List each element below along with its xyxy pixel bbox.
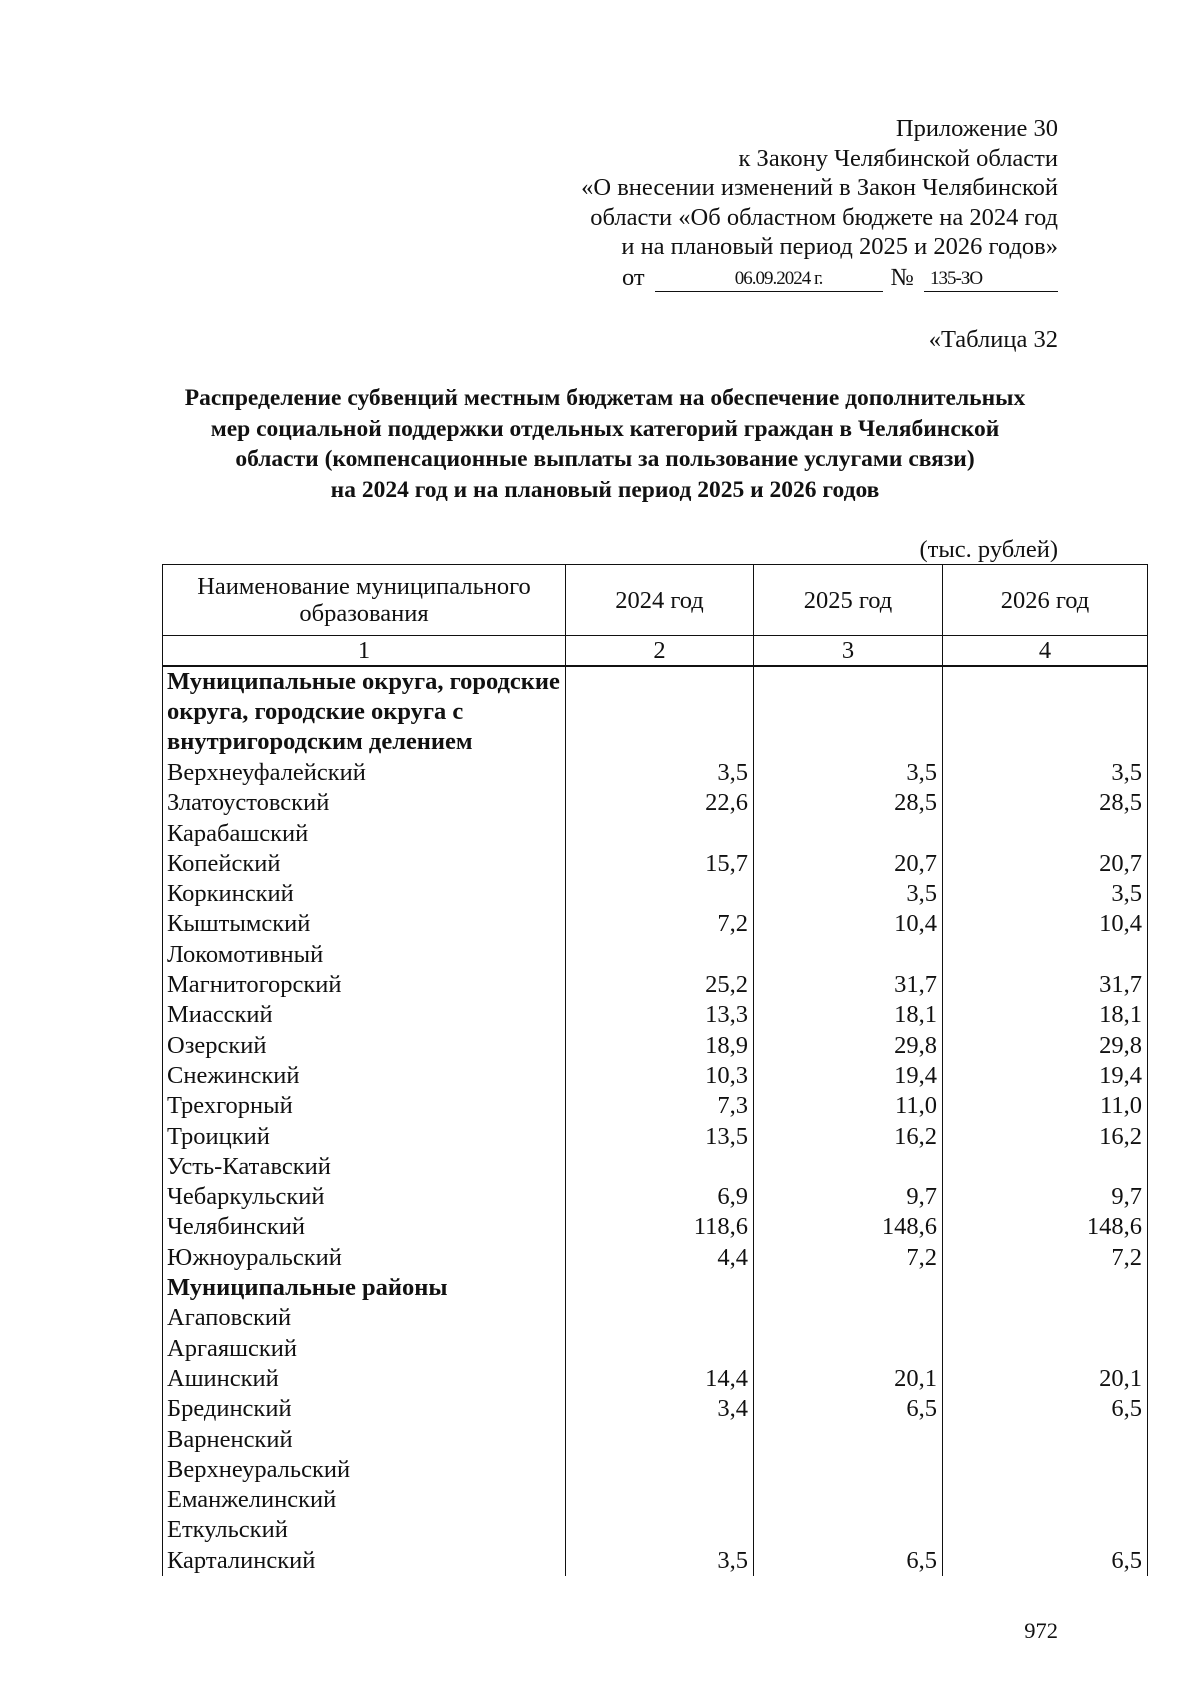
date-prefix: от bbox=[621, 264, 645, 291]
value-2026 bbox=[943, 940, 1148, 970]
table-row bbox=[163, 1303, 1148, 1333]
appendix-line: к Закону Челябинской области bbox=[738, 144, 1058, 172]
value-2024: 7,3 bbox=[566, 1091, 754, 1121]
value-2026: 18,1 bbox=[943, 1000, 1148, 1030]
municipality-name: Кыштымский bbox=[163, 909, 566, 939]
value-2026: 9,7 bbox=[943, 1182, 1148, 1212]
value-2025: 148,6 bbox=[754, 1212, 943, 1242]
empty-cell bbox=[754, 666, 943, 758]
section-title: Муниципальные районы bbox=[163, 1273, 566, 1303]
value-2025 bbox=[754, 1303, 943, 1333]
column-number: 4 bbox=[943, 636, 1148, 667]
table-label: «Таблица 32 bbox=[928, 326, 1058, 353]
value-2024: 10,3 bbox=[566, 1061, 754, 1091]
value-2025: 6,5 bbox=[754, 1546, 943, 1576]
value-2026 bbox=[943, 1303, 1148, 1333]
municipality-name: Верхнеуфалейский bbox=[163, 758, 566, 788]
value-2024 bbox=[566, 1455, 754, 1485]
law-date-number-line bbox=[622, 264, 1058, 292]
table-header-row bbox=[163, 565, 1148, 636]
number-prefix: № bbox=[890, 264, 914, 291]
value-2026: 29,8 bbox=[943, 1031, 1148, 1061]
municipality-name: Южноуральский bbox=[163, 1243, 566, 1273]
value-2025: 3,5 bbox=[754, 758, 943, 788]
appendix-header bbox=[581, 114, 1058, 262]
table-row bbox=[163, 758, 1148, 788]
municipality-name: Озерский bbox=[163, 1031, 566, 1061]
value-2024: 25,2 bbox=[566, 970, 754, 1000]
value-2025 bbox=[754, 819, 943, 849]
column-number: 1 bbox=[163, 636, 566, 667]
table-row bbox=[163, 909, 1148, 939]
table-row bbox=[163, 1061, 1148, 1091]
value-2025: 3,5 bbox=[754, 879, 943, 909]
value-2026 bbox=[943, 1485, 1148, 1515]
value-2024 bbox=[566, 1425, 754, 1455]
value-2025: 29,8 bbox=[754, 1031, 943, 1061]
value-2026: 28,5 bbox=[943, 788, 1148, 818]
municipality-name: Еманжелинский bbox=[163, 1485, 566, 1515]
value-2024: 6,9 bbox=[566, 1182, 754, 1212]
value-2025 bbox=[754, 1455, 943, 1485]
value-2026 bbox=[943, 1152, 1148, 1182]
value-2024 bbox=[566, 1334, 754, 1364]
municipality-name: Миасский bbox=[163, 1000, 566, 1030]
municipality-name: Снежинский bbox=[163, 1061, 566, 1091]
value-2025: 28,5 bbox=[754, 788, 943, 818]
value-2024 bbox=[566, 819, 754, 849]
municipality-name: Брединский bbox=[163, 1394, 566, 1424]
value-2026: 19,4 bbox=[943, 1061, 1148, 1091]
value-2026 bbox=[943, 1334, 1148, 1364]
value-2024: 14,4 bbox=[566, 1364, 754, 1394]
value-2026: 31,7 bbox=[943, 970, 1148, 1000]
table-row bbox=[163, 1182, 1148, 1212]
value-2024: 13,3 bbox=[566, 1000, 754, 1030]
municipality-name: Магнитогорский bbox=[163, 970, 566, 1000]
header-2024: 2024 год bbox=[566, 565, 754, 636]
municipality-name: Челябинский bbox=[163, 1212, 566, 1242]
table-row bbox=[163, 1425, 1148, 1455]
law-date-field: 06.09.2024 г. bbox=[655, 267, 883, 292]
municipality-name: Верхнеуральский bbox=[163, 1455, 566, 1485]
value-2025: 11,0 bbox=[754, 1091, 943, 1121]
table-row bbox=[163, 879, 1148, 909]
title-line: мер социальной поддержки отдельных категорий граждан в Челябинской bbox=[210, 415, 1000, 442]
section-header-row bbox=[163, 666, 1148, 758]
value-2024: 4,4 bbox=[566, 1243, 754, 1273]
value-2024: 7,2 bbox=[566, 909, 754, 939]
table-row bbox=[163, 788, 1148, 818]
appendix-line: «О внесении изменений в Закон Челябинской bbox=[581, 174, 1058, 201]
value-2026: 6,5 bbox=[943, 1394, 1148, 1424]
municipality-name: Ашинский bbox=[163, 1364, 566, 1394]
header-municipality: Наименование муниципального образования bbox=[163, 565, 566, 636]
municipality-name: Еткульский bbox=[163, 1515, 566, 1545]
value-2025: 10,4 bbox=[754, 909, 943, 939]
value-2024: 15,7 bbox=[566, 849, 754, 879]
value-2024 bbox=[566, 879, 754, 909]
value-2026: 20,7 bbox=[943, 849, 1148, 879]
value-2024: 118,6 bbox=[566, 1212, 754, 1242]
document-title bbox=[150, 383, 1060, 505]
table-row bbox=[163, 1334, 1148, 1364]
value-2024: 18,9 bbox=[566, 1031, 754, 1061]
value-2025 bbox=[754, 1515, 943, 1545]
municipality-name: Карабашский bbox=[163, 819, 566, 849]
value-2026: 3,5 bbox=[943, 758, 1148, 788]
municipality-name: Карталинский bbox=[163, 1546, 566, 1576]
table-body bbox=[163, 666, 1148, 1576]
value-2025: 31,7 bbox=[754, 970, 943, 1000]
municipality-name: Трехгорный bbox=[163, 1091, 566, 1121]
value-2026: 7,2 bbox=[943, 1243, 1148, 1273]
value-2025: 9,7 bbox=[754, 1182, 943, 1212]
value-2024 bbox=[566, 1515, 754, 1545]
appendix-line: области «Об областном бюджете на 2024 год bbox=[590, 203, 1058, 231]
table-row bbox=[163, 1485, 1148, 1515]
appendix-line: и на плановый период 2025 и 2026 годов» bbox=[621, 233, 1058, 260]
value-2025: 20,1 bbox=[754, 1364, 943, 1394]
column-number: 2 bbox=[566, 636, 754, 667]
value-2025: 19,4 bbox=[754, 1061, 943, 1091]
municipality-name: Копейский bbox=[163, 849, 566, 879]
empty-cell bbox=[754, 1273, 943, 1303]
value-2025 bbox=[754, 1152, 943, 1182]
municipality-name: Агаповский bbox=[163, 1303, 566, 1333]
title-line: Распределение субвенций местным бюджетам на обеспечение дополнительных bbox=[184, 385, 1026, 411]
municipality-name: Троицкий bbox=[163, 1122, 566, 1152]
table-row bbox=[163, 1122, 1148, 1152]
units-label: (тыс. рублей) bbox=[919, 536, 1058, 563]
value-2024 bbox=[566, 1303, 754, 1333]
municipality-name: Златоустовский bbox=[163, 788, 566, 818]
value-2024 bbox=[566, 940, 754, 970]
empty-cell bbox=[566, 1273, 754, 1303]
table-row bbox=[163, 1394, 1148, 1424]
value-2025: 6,5 bbox=[754, 1394, 943, 1424]
section-title: Муниципальные округа, городские округа, городские округа с внутригородским делением bbox=[163, 666, 566, 758]
value-2026: 6,5 bbox=[943, 1546, 1148, 1576]
value-2025 bbox=[754, 1425, 943, 1455]
municipality-name: Чебаркульский bbox=[163, 1182, 566, 1212]
table-row bbox=[163, 819, 1148, 849]
value-2024 bbox=[566, 1485, 754, 1515]
empty-cell bbox=[566, 666, 754, 758]
header-2025: 2025 год bbox=[754, 565, 943, 636]
table-row bbox=[163, 1243, 1148, 1273]
value-2024: 3,4 bbox=[566, 1394, 754, 1424]
subvention-table bbox=[162, 564, 1148, 1576]
value-2026 bbox=[943, 1455, 1148, 1485]
value-2026: 148,6 bbox=[943, 1212, 1148, 1242]
value-2026 bbox=[943, 1425, 1148, 1455]
table-row bbox=[163, 940, 1148, 970]
value-2025 bbox=[754, 940, 943, 970]
municipality-name: Усть-Катавский bbox=[163, 1152, 566, 1182]
value-2025 bbox=[754, 1485, 943, 1515]
table-row bbox=[163, 1455, 1148, 1485]
title-line: на 2024 год и на плановый период 2025 и 2026 годов bbox=[330, 476, 880, 503]
section-header-row bbox=[163, 1273, 1148, 1303]
value-2026: 11,0 bbox=[943, 1091, 1148, 1121]
empty-cell bbox=[943, 666, 1148, 758]
value-2024: 22,6 bbox=[566, 788, 754, 818]
table-row bbox=[163, 1091, 1148, 1121]
municipality-name: Аргаяшский bbox=[163, 1334, 566, 1364]
empty-cell bbox=[943, 1273, 1148, 1303]
table-row bbox=[163, 1000, 1148, 1030]
value-2026: 10,4 bbox=[943, 909, 1148, 939]
value-2025: 18,1 bbox=[754, 1000, 943, 1030]
table-row bbox=[163, 1152, 1148, 1182]
municipality-name: Варненский bbox=[163, 1425, 566, 1455]
value-2026: 16,2 bbox=[943, 1122, 1148, 1152]
value-2026 bbox=[943, 819, 1148, 849]
law-number-field: 135-ЗО bbox=[924, 267, 1058, 292]
value-2024: 3,5 bbox=[566, 1546, 754, 1576]
value-2024: 13,5 bbox=[566, 1122, 754, 1152]
table-row bbox=[163, 1546, 1148, 1576]
table-row bbox=[163, 1031, 1148, 1061]
table-row bbox=[163, 849, 1148, 879]
title-line: области (компенсационные выплаты за пользование услугами связи) bbox=[235, 446, 975, 472]
column-number-row bbox=[163, 636, 1148, 667]
value-2025: 20,7 bbox=[754, 849, 943, 879]
table-row bbox=[163, 970, 1148, 1000]
municipality-name: Локомотивный bbox=[163, 940, 566, 970]
appendix-line: Приложение 30 bbox=[895, 115, 1058, 142]
header-2026: 2026 год bbox=[943, 565, 1148, 636]
value-2024 bbox=[566, 1152, 754, 1182]
value-2025: 16,2 bbox=[754, 1122, 943, 1152]
value-2026 bbox=[943, 1515, 1148, 1545]
value-2024: 3,5 bbox=[566, 758, 754, 788]
table-row bbox=[163, 1212, 1148, 1242]
table-row bbox=[163, 1364, 1148, 1394]
municipality-name: Коркинский bbox=[163, 879, 566, 909]
page-number: 972 bbox=[1024, 1618, 1058, 1643]
value-2025 bbox=[754, 1334, 943, 1364]
value-2026: 3,5 bbox=[943, 879, 1148, 909]
column-number: 3 bbox=[754, 636, 943, 667]
value-2026: 20,1 bbox=[943, 1364, 1148, 1394]
value-2025: 7,2 bbox=[754, 1243, 943, 1273]
table-row bbox=[163, 1515, 1148, 1545]
